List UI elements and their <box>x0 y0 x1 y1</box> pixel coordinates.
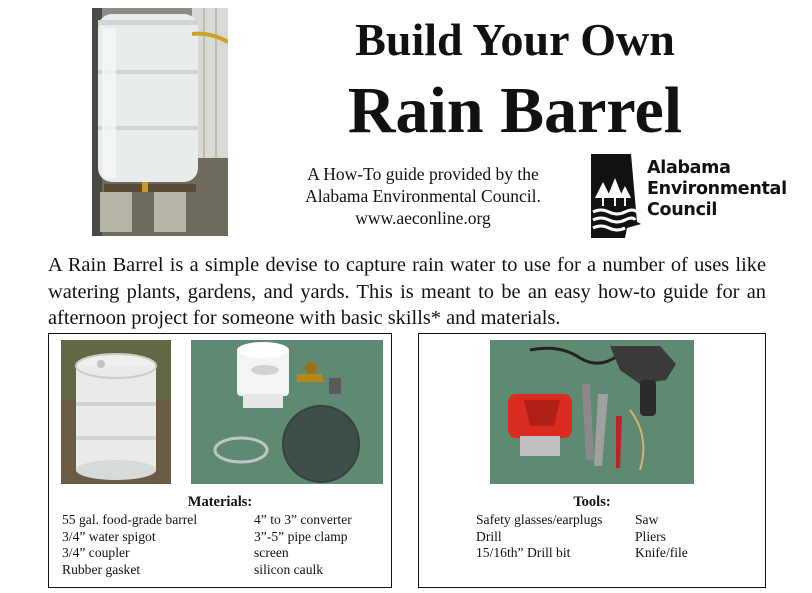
list-item: 55 gal. food-grade barrel <box>62 512 198 527</box>
intro-paragraph: A Rain Barrel is a simple devise to capture rain water to use for a number of uses like watering plants, gardens, and yards. This is meant to be an easy how-to guide for an afternoon project for someone with basic skills* and materials. <box>48 254 766 329</box>
list-item: 15/16th” Drill bit <box>476 545 571 561</box>
website-link[interactable]: www.aeconline.org <box>355 208 491 228</box>
tools-list-col2 <box>635 512 688 562</box>
list-item: 3/4” water spigot <box>62 528 156 544</box>
logo-text <box>647 158 787 221</box>
list-item: Saw <box>635 512 659 527</box>
list-item: silicon caulk <box>254 561 324 577</box>
title-line-2: Rain Barrel <box>347 74 683 147</box>
list-item: Pliers <box>635 528 666 544</box>
list-item: 3”-5” pipe clamp <box>254 528 348 544</box>
materials-panel <box>48 333 392 588</box>
logo-line-3: Council <box>647 200 718 220</box>
logo-line-1: Alabama <box>647 158 731 178</box>
tools-panel <box>418 333 766 588</box>
list-item: Rubber gasket <box>62 561 141 577</box>
materials-title: Materials: <box>187 494 253 510</box>
barrel-photo <box>61 340 171 484</box>
list-item: 3/4” coupler <box>62 545 130 561</box>
logo-line-2: Environmental <box>647 179 787 199</box>
materials-list-col2 <box>254 512 352 578</box>
tools-list-col1 <box>476 512 602 562</box>
materials-photo <box>191 340 383 484</box>
subtitle-line-2: Alabama Environmental Council. <box>305 186 541 206</box>
materials-list-col1 <box>62 512 197 578</box>
alabama-state-icon <box>587 152 645 240</box>
subtitle-line-1: A How-To guide provided by the <box>307 164 539 184</box>
tools-title: Tools: <box>573 494 611 510</box>
list-item: Drill <box>476 528 502 544</box>
aec-logo <box>587 152 787 240</box>
list-item: Safety glasses/earplugs <box>476 512 603 527</box>
list-item: screen <box>254 545 289 561</box>
tools-photo <box>490 340 694 484</box>
list-item: Knife/file <box>635 545 688 561</box>
list-item: 4” to 3” converter <box>254 512 352 527</box>
subtitle <box>268 163 578 229</box>
title-line-1: Build Your Own <box>355 14 675 65</box>
rain-barrel-photo <box>92 8 228 236</box>
